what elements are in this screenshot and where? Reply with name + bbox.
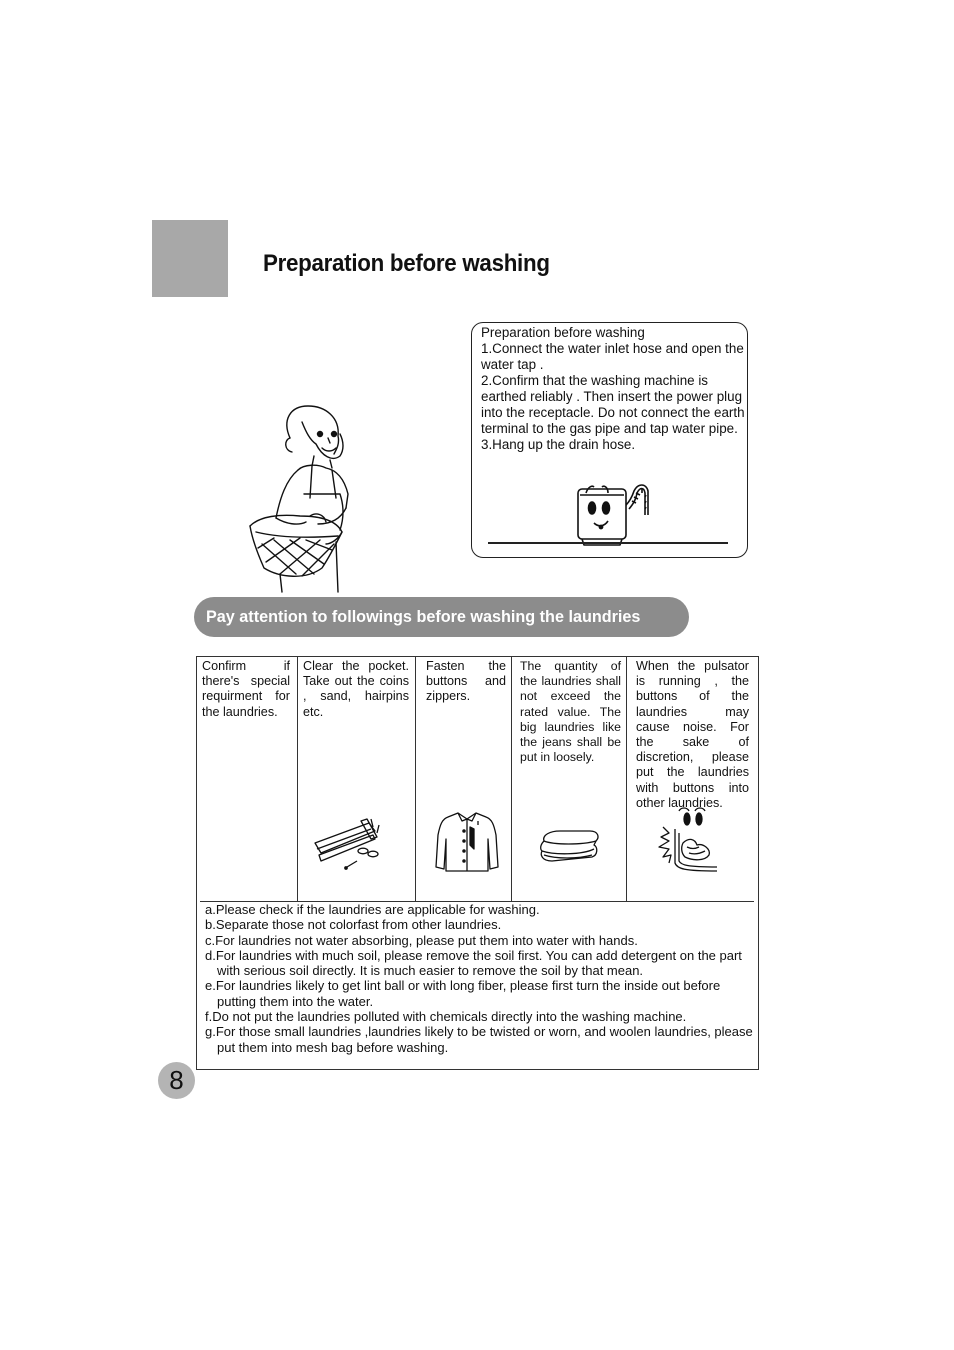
- note-item: c.For laundries not water absorbing, please put them into water with hands.: [205, 932, 638, 948]
- tip-column-divider: [626, 657, 627, 901]
- note-item: b.Separate those not colorfast from other laundries.: [205, 917, 502, 933]
- preparation-instructions-box: [471, 322, 748, 558]
- prep-step-2: 2.Confirm that the washing machine is earthed reliably . Then insert the power plug into the receptacle. Do not connect the earth terminal to the gas pipe and tap water pipe.: [481, 373, 745, 436]
- pocket-coins-icon: [311, 817, 385, 873]
- tip-column-divider: [415, 657, 416, 901]
- woman-with-basket-illustration: [240, 398, 360, 594]
- shirt-icon: [434, 809, 500, 873]
- folded-laundry-icon: [538, 827, 602, 867]
- title-gray-block: [152, 220, 228, 297]
- attention-banner: Pay attention to followings before washing the laundries: [194, 597, 689, 637]
- prep-step-1: 1.Connect the water inlet hose and open the water tap .: [481, 341, 744, 372]
- washing-machine-illustration: [572, 475, 662, 549]
- pulsator-button-noise-icon: [657, 807, 721, 875]
- tip-quantity: The quantity of the laundries shall not exceed the rated value. The big laundries like the jeans shall be put in loosely.: [520, 659, 621, 765]
- note-item: e.For laundries likely to get lint ball or with long fiber, please first turn the inside out before putting them into the water.: [205, 978, 721, 1009]
- note-item: f.Do not put the laundries polluted with chemicals directly into the washing machine.: [205, 1009, 687, 1025]
- note-item: g.For those small laundries ,laundries likely to be twisted or worn, and woolen laundries, please put them into mesh bag before washing.: [205, 1024, 753, 1055]
- prep-step-3: 3.Hang up the drain hose.: [481, 437, 636, 452]
- tip-column-divider: [511, 657, 512, 901]
- page-number: 8: [158, 1062, 195, 1099]
- tip-special-requirement: Confirm if there's special requirment for the laundries.: [202, 659, 290, 719]
- tip-fasten-buttons: Fasten the buttons and zippers.: [426, 659, 506, 704]
- washing-notes-list: [205, 902, 757, 1055]
- floor-line: [488, 542, 728, 544]
- tip-clear-pocket: Clear the pocket. Take out the coins , sand, hairpins etc.: [303, 659, 409, 719]
- tip-pulsator-noise: When the pulsator is running , the buttons of the laundries may cause noise. For the sake of discretion, please put the laundries with buttons into other laundries.: [636, 659, 749, 810]
- preparation-instructions-text: [481, 325, 747, 453]
- tip-column-divider: [297, 657, 298, 901]
- page-title: Preparation before washing: [263, 250, 550, 277]
- prep-heading: Preparation before washing: [481, 325, 645, 340]
- note-item: d.For laundries with much soil, please remove the soil first. You can add detergent on the part with serious soil directly. It is much easier to remove the soil by that mean.: [205, 947, 742, 979]
- note-item: a.Please check if the laundries are applicable for washing.: [205, 902, 540, 917]
- laundry-tips-box: [196, 656, 759, 1070]
